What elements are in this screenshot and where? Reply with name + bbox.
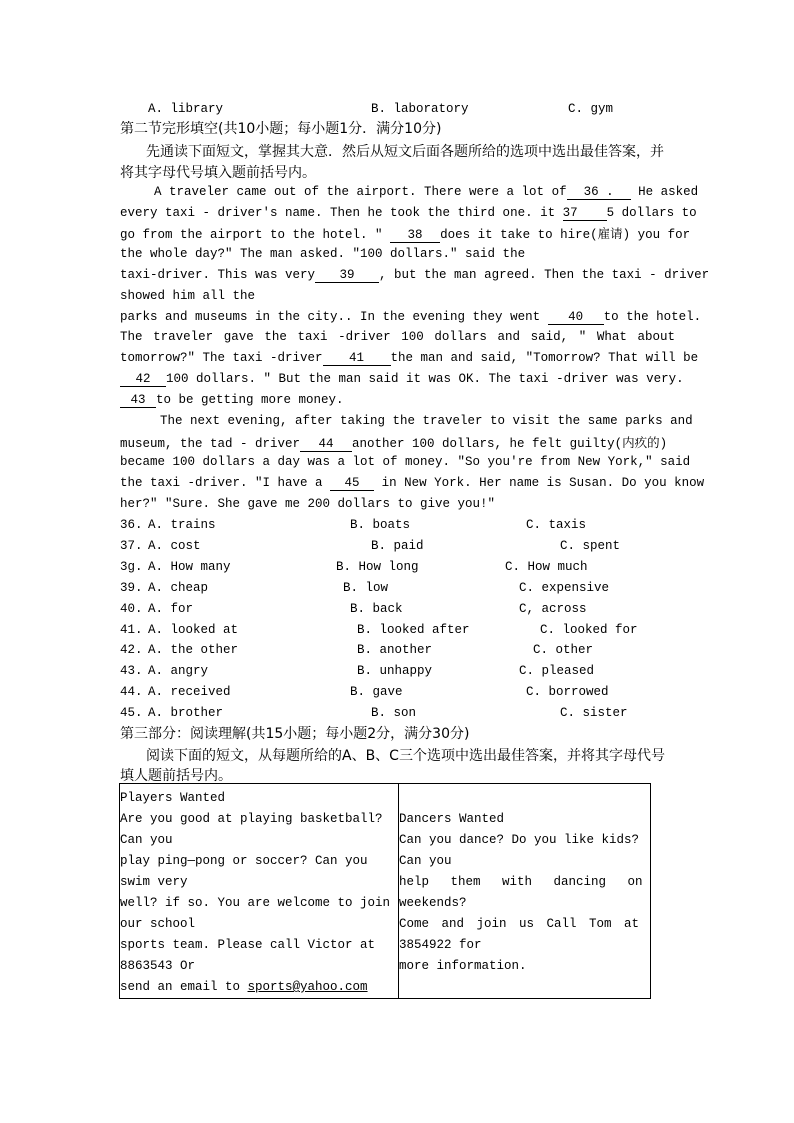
option-a: A. cheap [148, 581, 209, 595]
ads-table [119, 783, 651, 999]
passage-line-7: parks and museums in the city.. In the evening they went 40 to the hotel. [120, 310, 702, 324]
option-b: B. How long [336, 560, 419, 574]
option-b: B. another [357, 643, 433, 657]
question-number: 3g. [120, 560, 143, 574]
blank-43: 43 [120, 393, 156, 408]
ad-line: Are you good at playing basketball? [120, 812, 383, 826]
ad-line: sports team. Please call Victor at [120, 938, 376, 952]
ad-line [399, 788, 650, 809]
option-b: B. low [343, 581, 389, 595]
email-link[interactable]: sports@yahoo.com [247, 980, 368, 994]
section3-instruction-2: 填人题前括号内。 [120, 768, 232, 784]
ad-line: our school [120, 917, 196, 931]
question-number: 43. [120, 664, 143, 678]
option-b: B. gave [350, 685, 403, 699]
ad-line: more information. [399, 959, 527, 973]
passage-line-8: The traveler gave the taxi -driver 100 dollars and said, " What about [120, 330, 675, 344]
option-c: C, across [519, 602, 587, 616]
blank-40: 40 [548, 310, 604, 325]
question-number: 37. [120, 539, 143, 553]
ad-line: 3854922 for [399, 938, 482, 952]
passage-line-2: every taxi - driver's name. Then he took the third one. it 37 5 dollars to [120, 206, 697, 220]
question-number: 45. [120, 706, 143, 720]
passage-line-12: The next evening, after taking the traveler to visit the same parks and [160, 414, 693, 428]
question-number: 44. [120, 685, 143, 699]
section2-instruction-2: 将其字母代号填入题前括号内。 [120, 165, 316, 181]
option-b: B. unhappy [357, 664, 433, 678]
blank-45: 45 [330, 476, 374, 491]
ad-line: Come and join us Call Tom at [399, 917, 640, 931]
ad-line: Can you dance? Do you like kids? [399, 833, 640, 847]
passage-line-9: tomorrow?" The taxi -driver 41 the man and said, "Tomorrow? That will be [120, 351, 699, 365]
option-a: A. looked at [148, 623, 239, 637]
ad-line: Dancers Wanted [399, 812, 505, 826]
option-a: A. the other [148, 643, 239, 657]
blank-41: 41 [323, 351, 391, 366]
option-c: C. taxis [526, 518, 587, 532]
passage-line-5: taxi-driver. This was very 39 , but the man agreed. Then the taxi - driver [120, 268, 710, 282]
option-c: C. borrowed [526, 685, 609, 699]
passage-line-3: go from the airport to the hotel. " 38 does it take to hire(雇请) you for [120, 228, 691, 242]
question-number: 41. [120, 623, 143, 637]
option-c: C. How much [505, 560, 588, 574]
option-c: C. looked for [540, 623, 638, 637]
blank-39: 39 [315, 268, 379, 283]
question-number: 36. [120, 518, 143, 532]
passage-line-10: 42 100 dollars. " But the man said it was OK. The taxi -driver was very. [120, 372, 675, 387]
option-a: A. trains [148, 518, 216, 532]
ad-line: 8863543 Or [120, 959, 196, 973]
passage-line-14: became 100 dollars a day was a lot of money. "So you're from New York," said [120, 455, 691, 469]
option-a: A. How many [148, 560, 231, 574]
option-a: A. received [148, 685, 231, 699]
blank-36: 36 . [567, 185, 631, 200]
passage-line-16: her?" "Sure. She gave me 200 dollars to give you!" [120, 497, 496, 511]
option-c: C. expensive [519, 581, 610, 595]
blank-38: 38 [390, 228, 440, 243]
q35-option-a: A. library [148, 102, 224, 116]
section3-heading: 第三部分：阅读理解(共15小题；每小题2分，满分30分) [120, 726, 470, 742]
ad-line: Players Wanted [120, 791, 226, 805]
option-b: B. paid [371, 539, 424, 553]
passage-line-1: A traveler came out of the airport. There were a lot of 36 . He asked [154, 185, 699, 199]
ad-line: well? if so. You are welcome to join [120, 896, 391, 910]
question-number: 39. [120, 581, 143, 595]
passage-line-11: 43 to be getting more money. [120, 393, 675, 408]
dancers-wanted-ad [399, 784, 651, 999]
option-c: C. spent [560, 539, 621, 553]
question-number: 42. [120, 643, 143, 657]
q35-option-c: C. gym [568, 102, 614, 116]
ad-line: weekends? [399, 896, 467, 910]
section3-instruction-1: 阅读下面的短文，从每题所给的A、B、C三个选项中选出最佳答案，并将其字母代号 [146, 748, 665, 764]
ad-line: Can you [399, 854, 452, 868]
option-a: A. brother [148, 706, 224, 720]
players-wanted-ad [120, 784, 399, 999]
option-c: C. pleased [519, 664, 595, 678]
option-b: B. son [371, 706, 417, 720]
q35-option-b: B. laboratory [371, 102, 469, 116]
passage-line-4: the whole day?" The man asked. "100 dollars." said the [120, 247, 526, 261]
question-number: 40. [120, 602, 143, 616]
ad-line: help them with dancing on [399, 875, 643, 889]
option-b: B. boats [350, 518, 411, 532]
blank-44: 44 [300, 437, 352, 452]
option-a: A. cost [148, 539, 201, 553]
option-a: A. angry [148, 664, 209, 678]
ad-line-email: send an email to sports@yahoo.com [120, 980, 368, 994]
option-b: B. back [350, 602, 403, 616]
option-c: C. sister [560, 706, 628, 720]
ad-line: play ping—pong or soccer? Can you [120, 854, 368, 868]
ad-line: swim very [120, 875, 188, 889]
blank-42: 42 [120, 372, 166, 387]
section2-instruction-1: 先通读下面短文，掌握其大意．然后从短文后面各题所给的选项中选出最佳答案，并 [146, 144, 664, 160]
passage-line-6: showed him all the [120, 289, 256, 303]
section2-heading: 第二节完形填空(共10小题；每小题1分．满分10分) [120, 121, 442, 137]
option-a: A. for [148, 602, 194, 616]
option-c: C. other [533, 643, 594, 657]
ad-line: Can you [120, 833, 173, 847]
blank-37: 37 [563, 206, 607, 221]
option-b: B. looked after [357, 623, 470, 637]
passage-line-15: the taxi -driver. "I have a 45 in New York. Her name is Susan. Do you know [120, 476, 705, 490]
passage-line-13: museum, the tad - driver 44 another 100 dollars, he felt guilty(内疚的) [120, 437, 668, 451]
